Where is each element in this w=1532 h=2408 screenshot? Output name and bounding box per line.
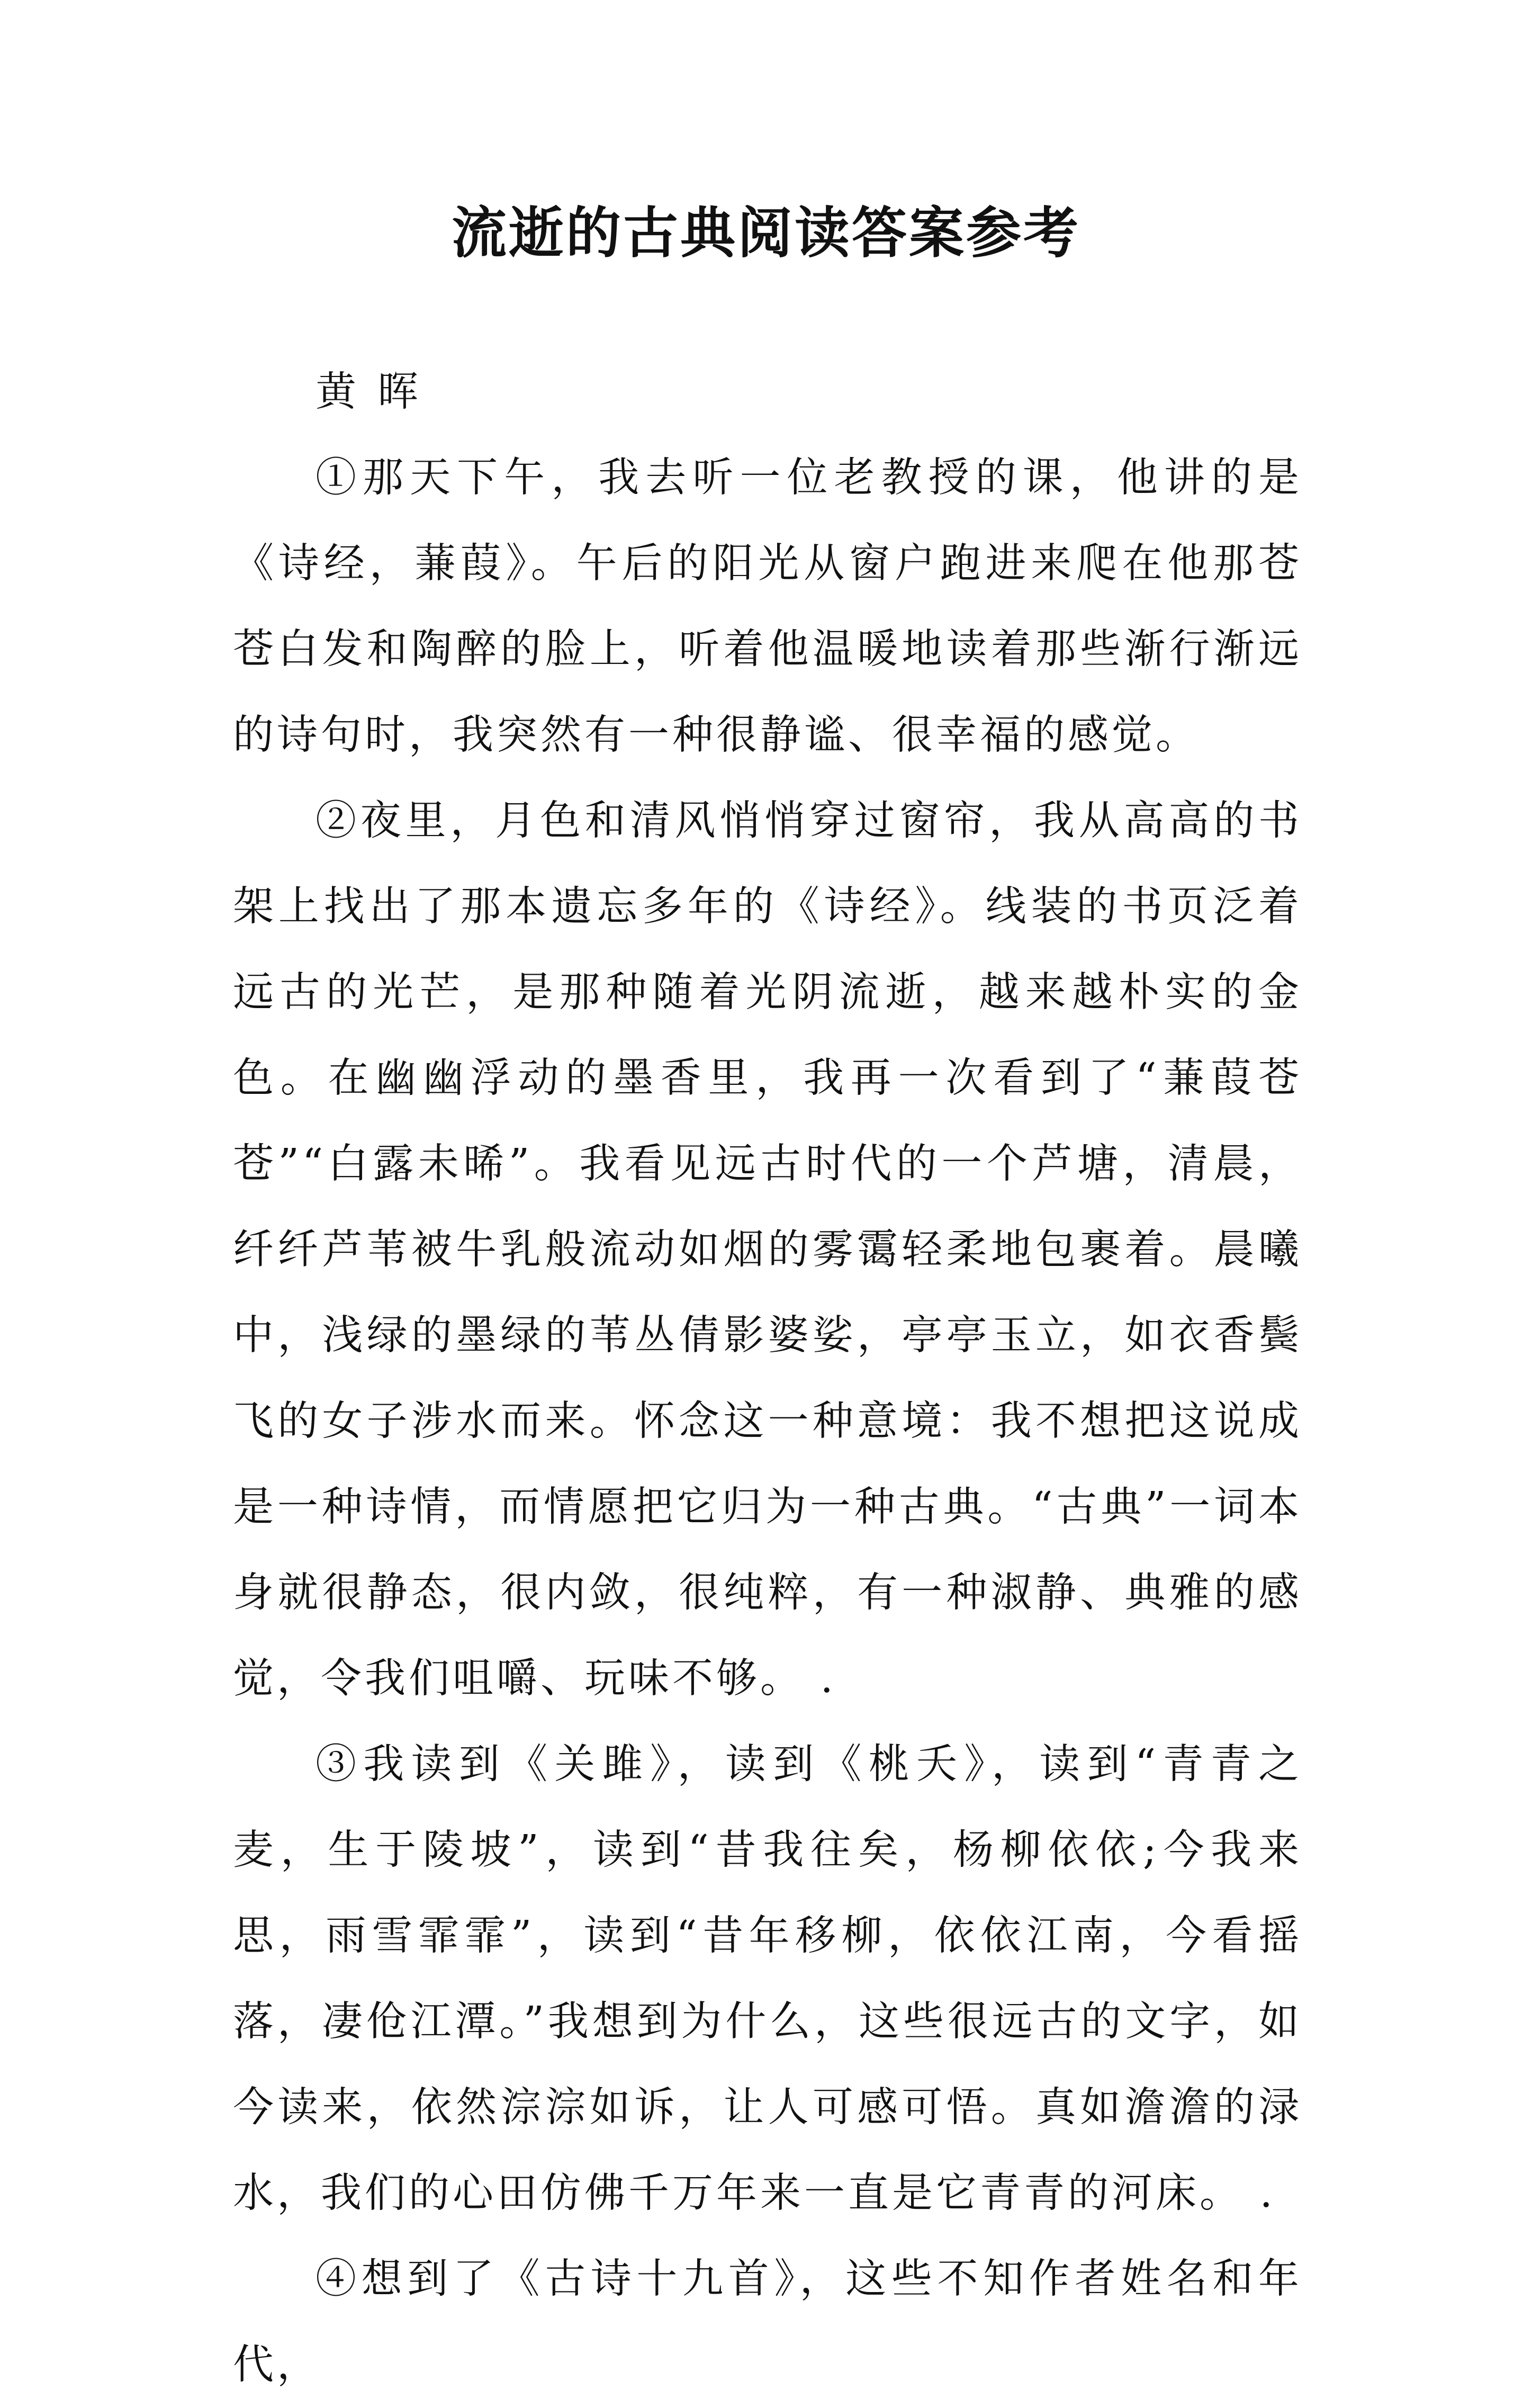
paragraph-1: ①那天下午，我去听一位老教授的课，他讲的是《诗经，蒹葭》。午后的阳光从窗户跑进来爬在他那苍苍白发和陶醉的脸上，听着他温暖地读着那些渐行渐远的诗句时，我突然有一种很静谧、很幸福的感觉。	[233, 454, 1302, 759]
document-title: 流逝的古典阅读答案参考	[451, 200, 1080, 265]
document-body	[233, 349, 1302, 2408]
paragraph-4: ④想到了《古诗十九首》，这些不知作者姓名和年代，	[233, 2256, 1302, 2388]
paragraph-3: ③我读到《关雎》，读到《桃夭》，读到“青青之麦，生于陵坡”，读到“昔我往矣，杨柳依依;今我来思，雨雪霏霏”，读到“昔年移柳，依依江南，今看摇落，凄伧江潭。”我想到为什么，这些很远古的文字，如今读来，依然淙淙如诉，让人可感可悟。真如澹澹的渌水，我们的心田仿佛千万年来一直是它青青的河床。 .	[233, 1741, 1302, 2217]
author-name: 黄晖	[316, 369, 439, 416]
paragraph-2: ②夜里，月色和清风悄悄穿过窗帘，我从高高的书架上找出了那本遗忘多年的《诗经》。线装的书页泛着远古的光芒，是那种随着光阴流逝，越来越朴实的金色。在幽幽浮动的墨香里，我再一次看到了“蒹葭苍苍”“白露未晞”。我看见远古时代的一个芦塘，清晨，纤纤芦苇被牛乳般流动如烟的雾霭轻柔地包裹着。晨曦中，浅绿的墨绿的苇丛倩影婆娑，亭亭玉立，如衣香鬓飞的女子涉水而来。怀念这一种意境：我不想把这说成是一种诗情，而情愿把它归为一种古典。“古典”一词本身就很静态，很内敛，很纯粹，有一种淑静、典雅的感觉，令我们咀嚼、玩味不够。 .	[233, 797, 1302, 1702]
